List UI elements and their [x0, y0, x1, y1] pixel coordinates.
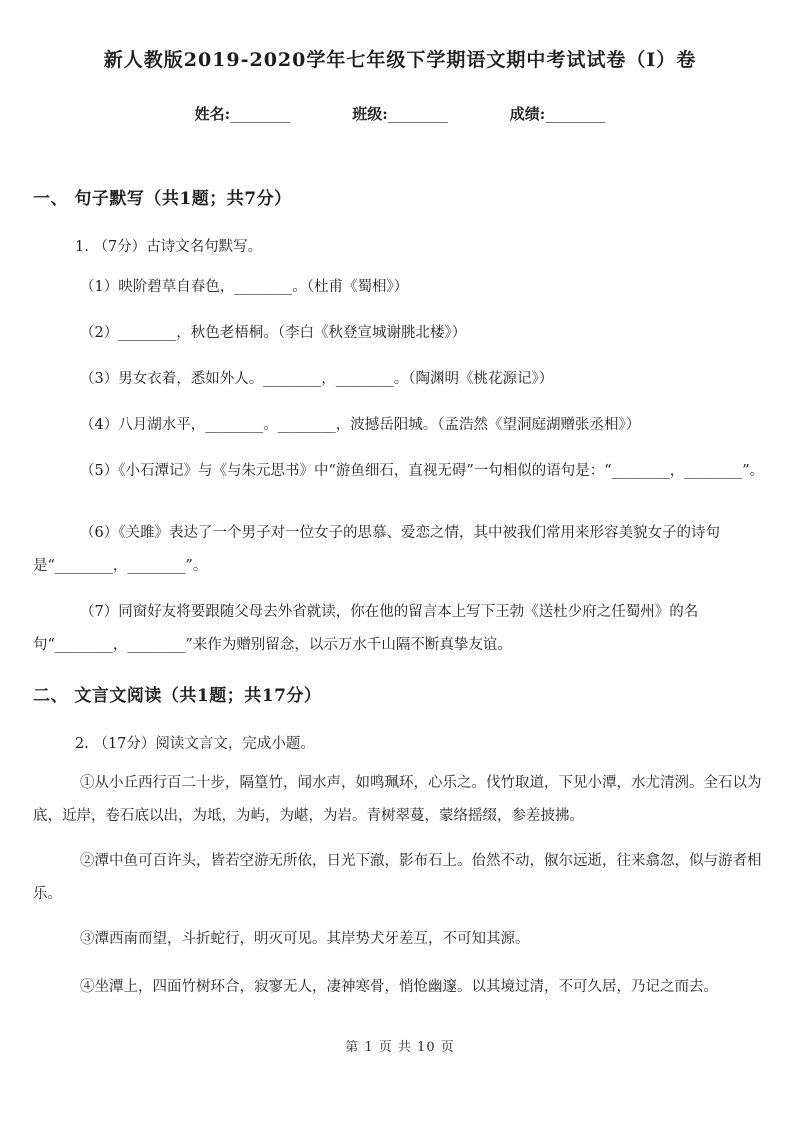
passage-paragraph-1: ①从小丘西行百二十步，隔篁竹，闻水声，如鸣珮环，心乐之。伐竹取道，下见小潭，水尤清洌。全石以为底，近岸，卷石底以出，为坻，为屿，为嵁，为岩。青树翠蔓，蒙络摇缀，参差披拂。	[33, 775, 762, 824]
score-field	[510, 104, 606, 124]
student-info-row	[0, 104, 800, 124]
question-1-sub-item-3: （3）男女衣着，悉如外人。________，________。（陶渊明《桃花源记》）	[80, 371, 554, 387]
class-field	[352, 104, 448, 124]
name-blank: ________	[230, 105, 291, 123]
question-1-sub-item-5: （5）《小石潭记》与《与朱元思书》中“游鱼细石，直视无碍”一句相似的语句是：“________，________”。	[80, 463, 765, 479]
question-1-line: 1. （7分）古诗文名句默写。	[75, 239, 263, 255]
passage-paragraph-4: ④坐潭上，四面竹树环合，寂寥无人，凄神寒骨，悄怆幽邃。以其境过清，不可久居，乃记之而去。	[80, 979, 718, 995]
page-footer: 第 1 页 共 10 页	[345, 1040, 455, 1055]
name-field	[195, 104, 291, 124]
class-label: 班级:	[352, 105, 388, 123]
question-1-sub-item-4: （4）八月湖水平，________。________，波撼岳阳城。（孟浩然《望洞庭湖赠张丞相》）	[80, 417, 641, 433]
score-label: 成绩:	[509, 105, 546, 123]
question-1-sub-item-6: （6）《关雎》表达了一个男子对一位女子的思慕、爱恋之情，其中被我们常用来形容美貌女子的诗句是“________，________”。	[33, 525, 720, 574]
question-1-sub-item-7: （7）同窗好友将要跟随父母去外省就读，你在他的留言本上写下王勃《送杜少府之任蜀州》的名句“________，________”来作为赠别留念，以示万水千山隔不断真挚友谊。	[33, 604, 699, 653]
section-1-heading: 一、 句子默写（共1题；共7分）	[33, 189, 292, 209]
question-2-line: 2. （17分）阅读文言文，完成小题。	[75, 736, 315, 752]
question-1-sub-item-1: （1）映阶碧草自春色，________。（杜甫《蜀相》）	[80, 279, 409, 295]
passage-paragraph-2: ②潭中鱼可百许头，皆若空游无所依，日光下澈，影布石上。佁然不动，俶尔远逝，往来翕忽，似与游者相乐。	[33, 853, 762, 902]
passage-paragraph-3: ③潭西南而望，斗折蛇行，明灭可见。其岸势犬牙差互，不可知其源。	[80, 931, 530, 947]
question-1-sub-item-2: （2）________，秋色老梧桐。（李白《秋登宣城谢朓北楼》）	[80, 325, 467, 341]
section-2-heading: 二、 文言文阅读（共1题；共17分）	[33, 686, 322, 706]
class-blank: ________	[387, 105, 448, 123]
score-blank: ________	[545, 105, 606, 123]
page-title: 新人教版2019-2020学年七年级下学期语文期中考试试卷（I）卷	[103, 49, 697, 71]
name-label: 姓名:	[194, 105, 231, 123]
